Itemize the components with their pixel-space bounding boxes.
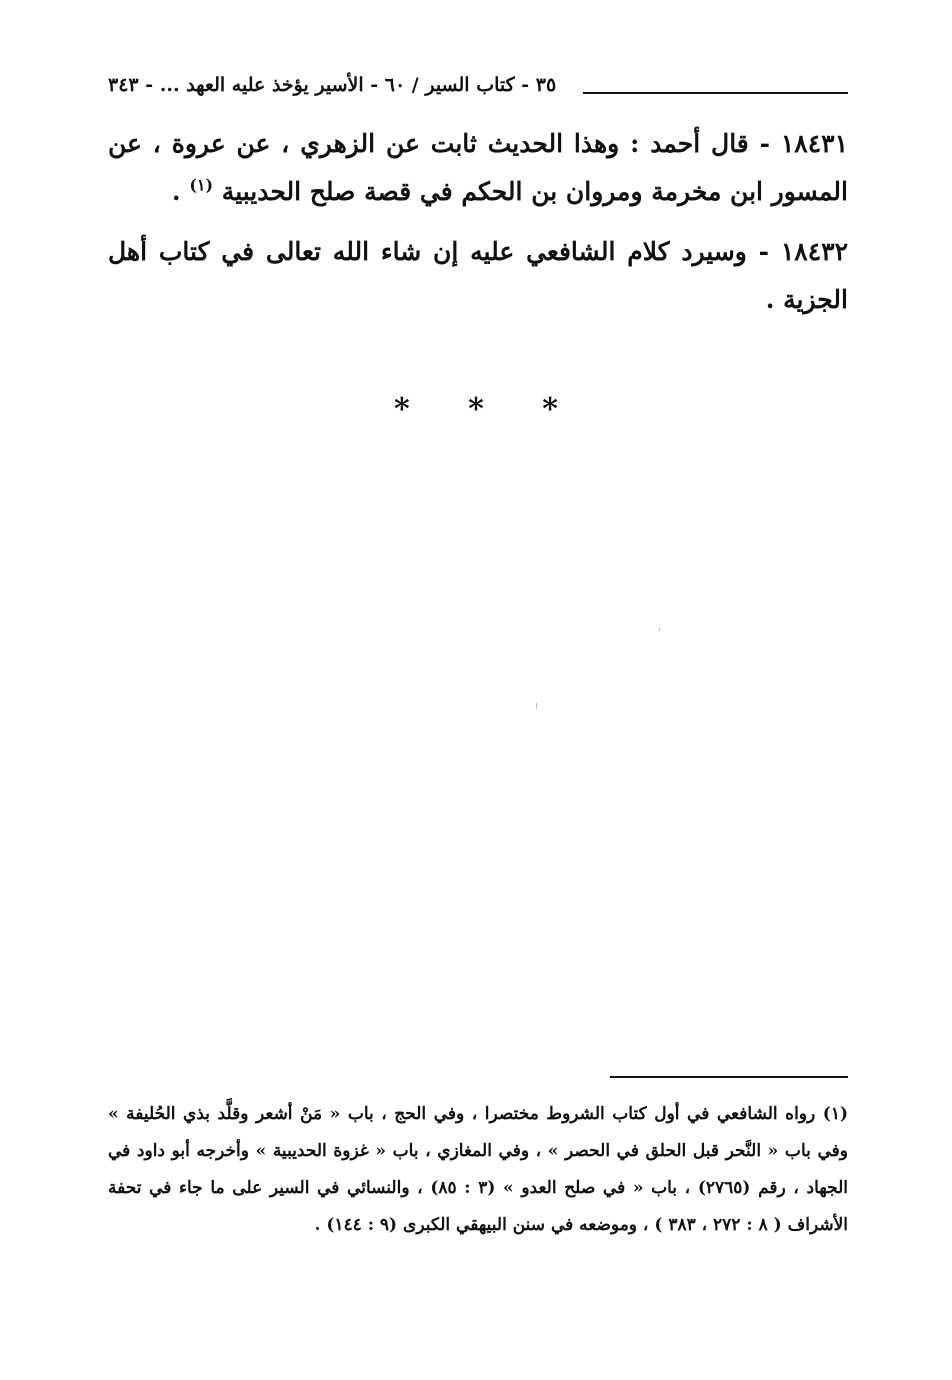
paragraph-tail: . [171,177,190,206]
section-separator [0,392,952,427]
asterisk-icon: * [542,392,558,427]
footnotes [108,1096,848,1244]
header-rule [583,92,848,94]
header-title: ٣٥ - كتاب السير / ٦٠ - الأسير يؤخذ عليه العهد ... - ٣٤٣ [108,74,557,96]
footnote-1: (١) رواه الشافعي في أول كتاب الشروط مختصرا ، وفي الحج ، باب « مَنْ أشعر وقلَّد بذي الحُليفة » وفي باب « النَّحر قبل الحلق في الحصر » ، وفي المغازي ، باب « غزوة الحديبية » وأخرجه أبو داود في الجهاد ، رقم (٢٧٦٥) ، باب « في صلح العدو » (٣ : ٨٥) ، والنسائي في السير على ما جاء في تحفة الأشراف ( ٨ : ٢٧٢ ، ٣٨٣ ) ، وموضعه في سنن البيهقي الكبرى (٩ : ١٤٤) . [108,1104,848,1235]
main-text [108,120,848,336]
running-header [108,74,848,104]
scan-speck [536,703,537,709]
paragraph-text: ١٨٤٣٢ - وسيرد كلام الشافعي عليه إن شاء الله تعالى في كتاب أهل الجزية . [108,237,848,314]
paragraph-18431 [108,120,848,216]
footnote-rule [610,1076,848,1078]
asterisk-icon: * [468,392,484,427]
paragraph-18432 [108,228,848,324]
scan-speck [659,628,660,631]
asterisk-icon: * [393,392,410,427]
footnote-reference[interactable]: (١) [189,175,214,195]
paragraph-text: ١٨٤٣١ - قال أحمد : وهذا الحديث ثابت عن الزهري ، عن عروة ، عن المسور ابن مخرمة ومروان بن الحكم في قصة صلح الحديبية [108,129,848,206]
